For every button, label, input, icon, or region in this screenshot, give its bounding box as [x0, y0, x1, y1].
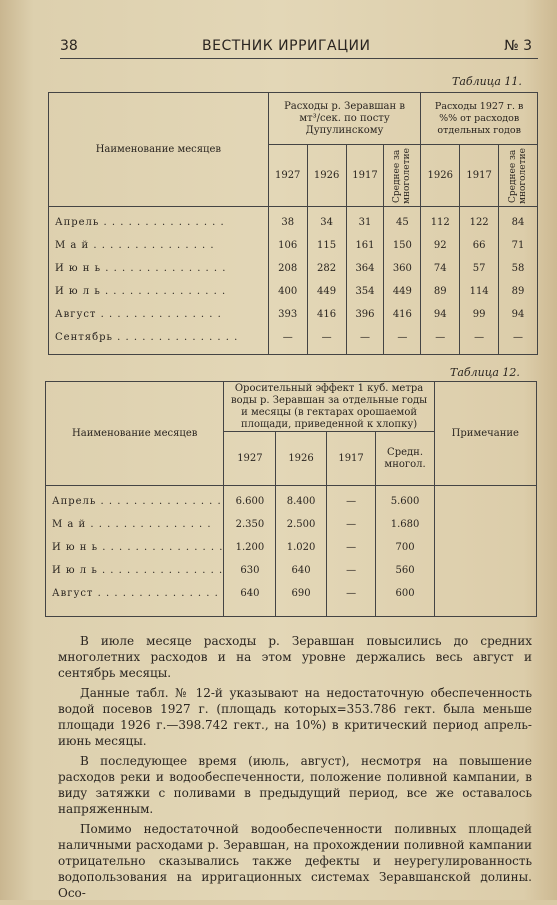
t11-data-col: 38 106 208 400 393 — — [268, 207, 307, 355]
t12-col-1926: 1926 — [276, 432, 326, 486]
t12-note-col — [434, 486, 536, 617]
t11-data-col: 45 150 360 449 416 — — [384, 207, 421, 355]
t12-month: И ю л ь . . . — [52, 559, 223, 582]
t11-col2-avg: Среднее за многолетие — [499, 145, 538, 207]
journal-title: ВЕСТНИК ИРРИГАЦИИ — [202, 38, 371, 54]
t12-month: Август . . . — [52, 582, 223, 605]
table-12 — [45, 381, 537, 617]
t12-data-col: 6.600 2.350 1.200 630 640 — [224, 486, 276, 617]
t11-group2-header: Расходы 1927 г. в %% от расходов отдельных годов — [421, 93, 538, 145]
t12-note-header: Примечание — [434, 382, 536, 486]
t12-col-1927: 1927 — [224, 432, 276, 486]
table-12-caption: Таблица 12. — [450, 366, 520, 379]
t11-col2-1917: 1917 — [460, 145, 499, 207]
t11-col-avg: Среднее за многолетие — [384, 145, 421, 207]
t12-col-1917: 1917 — [326, 432, 376, 486]
t11-col-1917: 1917 — [346, 145, 384, 207]
paragraph: В июле месяце расходы р. Зеравшан повысились до средних многолетних расходов и на этом уровне держались весь август и сентябрь месяцы. — [58, 634, 532, 680]
t12-month-header: Наименование месяцев — [46, 382, 224, 486]
t12-data-col: 5.600 1.680 700 560 600 — [376, 486, 434, 617]
page-header — [60, 36, 538, 59]
t11-data-col: 122 66 57 114 99 — — [460, 207, 499, 355]
t11-group1-header: Расходы р. Зеравшан в мт³/сек. по посту Дупулинскому — [268, 93, 421, 145]
t11-month-list — [49, 207, 269, 355]
t11-data-col: 31 161 364 354 396 — — [346, 207, 384, 355]
t12-month: М а й . . . — [52, 513, 223, 536]
t12-month: И ю н ь . . . — [52, 536, 223, 559]
paragraph: Данные табл. № 12-й указывают на недостаточную обеспеченность водой посевов 1927 г. (площадь которых=353.786 гект. была меньше площади 1926 г.—398.742 гект., на 10%) в критический период апрель-июнь месяцы. — [58, 686, 532, 748]
t11-data-col: 34 115 282 449 416 — — [307, 207, 346, 355]
t11-col-1926: 1926 — [307, 145, 346, 207]
paragraph: Помимо недостаточной водообеспеченности поливных площадей наличными расходами р. Зеравшан, на прохождении поливной кампании отрицательно сказывались также дефекты и неурегулированность водопользования на ирригационных системах Зеравшанской долины. Осо- — [58, 822, 532, 900]
t11-month: Сентябрь . . . — [55, 326, 268, 349]
table-11-caption: Таблица 11. — [452, 75, 522, 88]
t11-month-header: Наименование месяцев — [49, 93, 269, 207]
t11-data-col: 84 71 58 89 94 — — [499, 207, 538, 355]
page-number: 38 — [60, 38, 78, 54]
t12-col-avg: Средн. многол. — [376, 432, 434, 486]
t11-col2-1926: 1926 — [421, 145, 460, 207]
body-text — [58, 633, 532, 905]
t12-data-col: 8.400 2.500 1.020 640 690 — [276, 486, 326, 617]
t11-data-col: 112 92 74 89 94 — — [421, 207, 460, 355]
issue-number: № 3 — [504, 38, 532, 54]
t11-month: М а й . . . — [55, 234, 268, 257]
t11-col-1927: 1927 — [268, 145, 307, 207]
t11-month: Апрель . . . — [55, 211, 268, 234]
t12-month: Апрель . . . — [52, 490, 223, 513]
t11-month: И ю н ь . . . — [55, 257, 268, 280]
t11-month: И ю л ь . . . — [55, 280, 268, 303]
paragraph: В последующее время (июль, август), несмотря на повышение расходов реки и водообеспеченности, положение поливной кампании, в виду затяжки с поливами в предыдущий период, все же оставалось напряженным. — [58, 754, 532, 816]
t11-month: Август . . . — [55, 303, 268, 326]
t12-data-col: — — — — — — [326, 486, 376, 617]
table-11 — [48, 92, 538, 355]
t12-group-header: Оросительный эффект 1 куб. метра воды р. Зеравшан за отдельные годы и месяцы (в гектарах орошаемой площади, приведенной к хлопку) — [224, 382, 434, 432]
t12-month-list — [46, 486, 224, 617]
